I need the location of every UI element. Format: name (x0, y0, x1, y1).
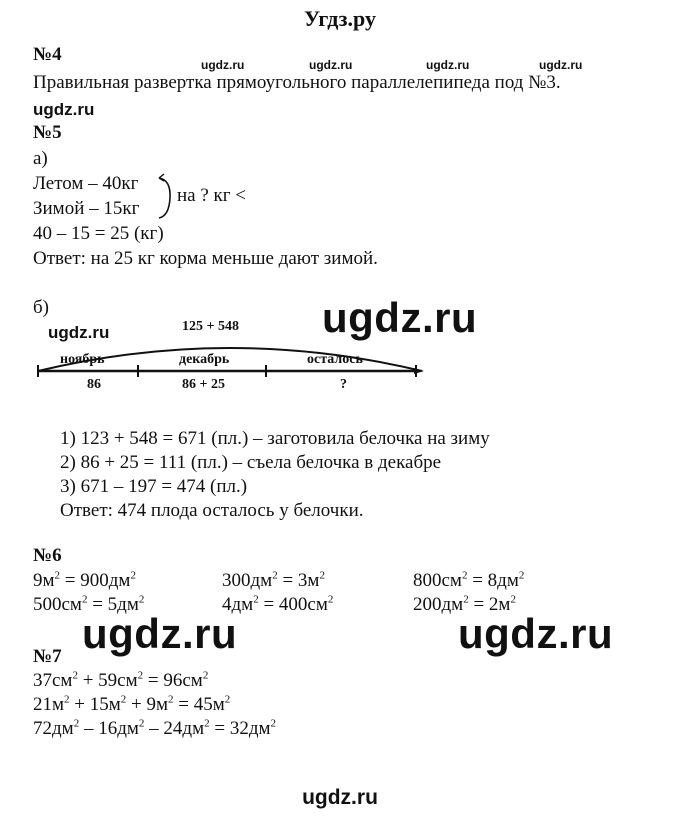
task5b-step-1: 1) 123 + 548 = 671 (пл.) – заготовила белочка на зиму (60, 428, 490, 449)
task6-item: $500см^2 = 5дм^2$ (33, 593, 145, 615)
task7-line: $37см^2 + 59см^2 = 96см^2$ (33, 669, 209, 691)
task5a-summer: Летом – 40кг (33, 173, 139, 194)
task5b-step-3: 3) 671 – 197 = 474 (пл.) (60, 476, 248, 497)
watermark: ugdz.ru (458, 610, 614, 657)
task5-heading: №5 (33, 122, 62, 143)
watermark: ugdz.ru (309, 58, 353, 72)
watermark: ugdz.ru (82, 610, 238, 657)
diagram-top-label: 125 + 548 (182, 319, 239, 334)
task4-text: Правильная развертка прямоугольного параллелепипеда под №3. (33, 72, 561, 93)
task5a-calc: 40 – 15 = 25 (кг) (33, 223, 164, 244)
segment-label-november: ноябрь (60, 352, 105, 367)
task6-item: $9м^2 = 900дм^2$ (33, 569, 136, 591)
task5b-step-2: 2) 86 + 25 = 111 (пл.) – съела белочка в декабре (60, 452, 442, 473)
watermark: ugdz.ru (48, 323, 110, 342)
brace-arrow-icon (155, 172, 177, 224)
task6-heading: №6 (33, 545, 62, 566)
segment-value-remaining: ? (340, 377, 347, 392)
task7-heading: №7 (33, 646, 62, 667)
footer-watermark: ugdz.ru (302, 786, 378, 809)
task6-item: $200дм^2 = 2м^2$ (413, 593, 516, 615)
segment-label-remaining: осталось (307, 352, 363, 367)
task7-line: $72дм^2 - 16дм^2 - 24дм^2 = 32дм^2$ (33, 717, 277, 739)
task7-line: $21м^2 + 15м^2 + 9м^2 = 45м^2$ (33, 693, 231, 715)
watermark: ugdz.ru (201, 58, 245, 72)
segment-value-november: 86 (87, 377, 101, 392)
arrowhead (414, 368, 424, 374)
watermark: ugdz.ru (426, 58, 470, 72)
task5a-label: а) (33, 148, 48, 169)
task5a-answer: Ответ: на 25 кг корма меньше дают зимой. (33, 248, 378, 269)
task5b-answer: Ответ: 474 плода осталось у белочки. (60, 500, 364, 521)
task5b-label: б) (33, 297, 49, 318)
task4-heading: №4 (33, 44, 62, 65)
watermark: ugdz.ru (33, 100, 95, 119)
task5a-winter: Зимой – 15кг (33, 198, 140, 219)
site-title: Угдз.ру (304, 6, 376, 31)
task5a-question: на ? кг < (177, 185, 247, 206)
watermark: ugdz.ru (539, 58, 583, 72)
task6-item: $4дм^2 = 400см^2$ (222, 593, 334, 615)
segment-value-december: 86 + 25 (182, 377, 225, 392)
task6-item: $300дм^2 = 3м^2$ (222, 569, 325, 591)
task6-item: $800см^2 = 8дм^2$ (413, 569, 525, 591)
watermark: ugdz.ru (322, 294, 478, 341)
segment-label-december: декабрь (179, 352, 230, 367)
